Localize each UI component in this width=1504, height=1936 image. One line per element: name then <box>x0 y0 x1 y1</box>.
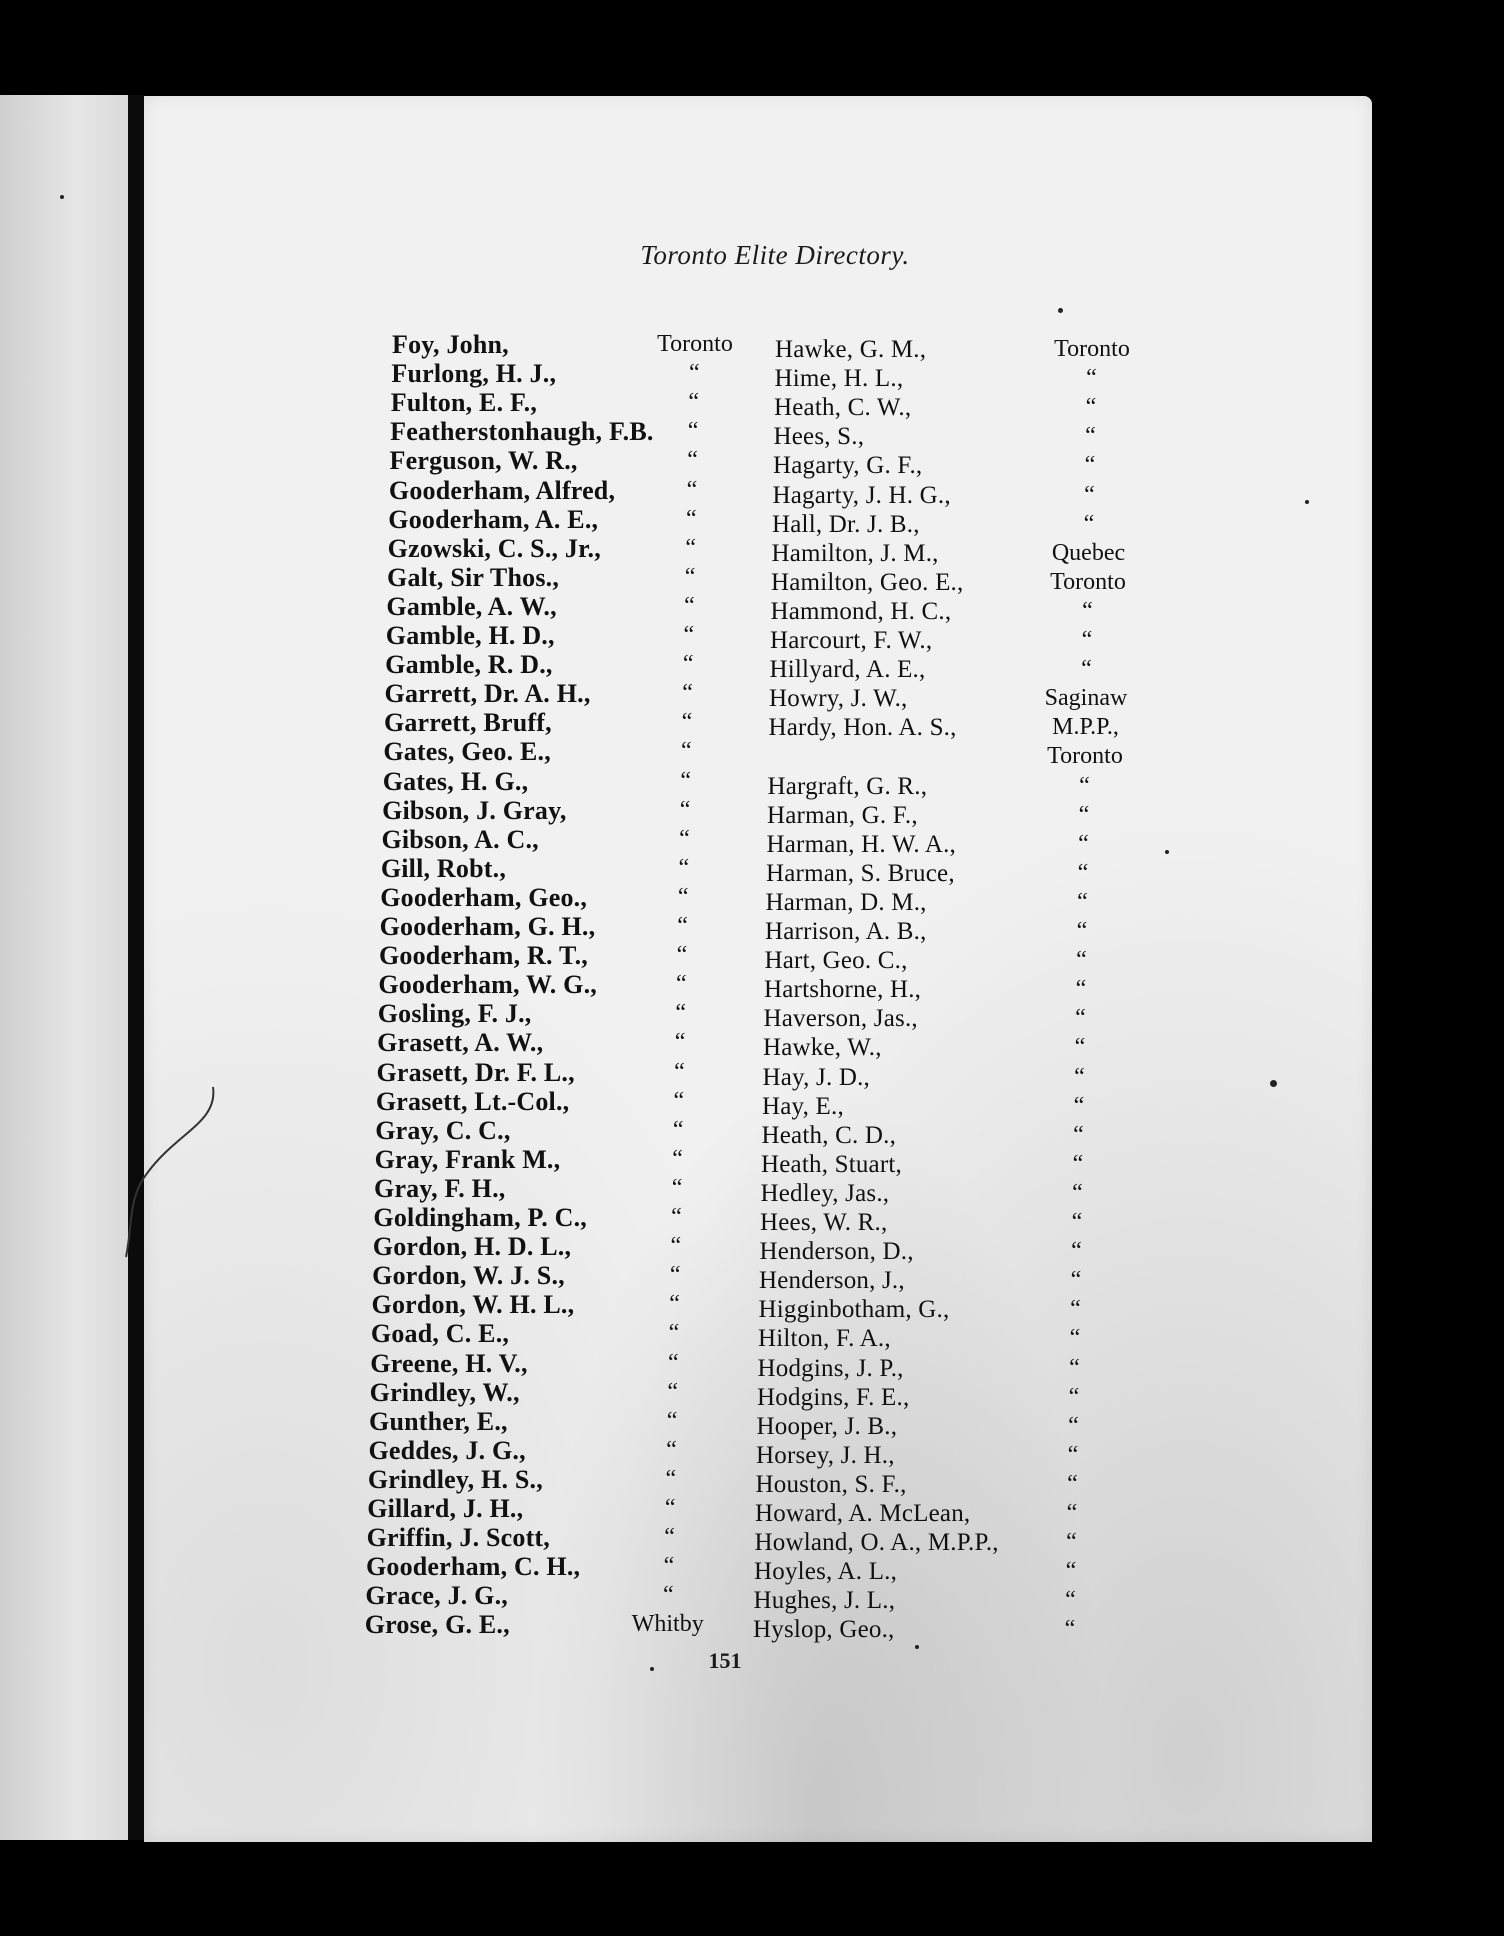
entry-name: Goad, C. E., <box>370 1319 510 1349</box>
entry-name: Howard, A. McLean, <box>755 1500 971 1527</box>
entry-place: “ <box>1074 1034 1086 1061</box>
entry-place: “ <box>1082 597 1093 624</box>
entry-name: Grindley, H. S., <box>367 1464 543 1494</box>
entry-place: “ <box>680 767 692 794</box>
entry-name: Gray, Frank M., <box>374 1144 561 1174</box>
entry-name: Featherstonhaugh, F.B. <box>390 417 654 447</box>
entry-name: Gillard, J. H., <box>367 1494 524 1523</box>
page-number: 151 <box>708 1648 742 1673</box>
entry-place: “ <box>1067 1470 1078 1497</box>
entry-name: Hardy, Hon. A. S., <box>768 714 957 742</box>
entry-name: Grose, G. E., <box>364 1610 510 1640</box>
entry-name: Furlong, H. J., <box>391 359 557 389</box>
entry-place: “ <box>689 360 700 387</box>
entry-name: Foy, John, <box>392 330 509 359</box>
entry-name: Greene, H. V., <box>370 1348 528 1378</box>
entry-place: Whitby <box>631 1611 704 1638</box>
entry-place: “ <box>671 1204 682 1230</box>
entry-name: Gosling, F. J., <box>377 999 532 1029</box>
entry-place: “ <box>676 942 688 969</box>
entry-place: “ <box>684 592 695 619</box>
entry-name: Hartshorne, H., <box>764 976 922 1004</box>
entry-name: Horsey, J. H., <box>756 1441 895 1469</box>
entry-place: “ <box>676 971 687 998</box>
entry-place: “ <box>1084 481 1095 508</box>
entry-name: Harman, D. M., <box>765 888 927 916</box>
entry-name: Hall, Dr. J. B., <box>772 510 920 538</box>
entry-name: Heath, C. W., <box>774 394 912 422</box>
entry-name: Gooderham, G. H., <box>379 912 596 941</box>
entry-name: Gooderham, Geo., <box>380 882 588 912</box>
entry-place: “ <box>1067 1441 1079 1468</box>
entry-place: Toronto <box>1047 743 1123 770</box>
entry-name: Gooderham, W. G., <box>378 970 598 1000</box>
entry-place: “ <box>1077 888 1088 915</box>
entry-place: “ <box>1086 365 1097 392</box>
entry-name: Henderson, J., <box>759 1267 905 1295</box>
entry-place: “ <box>1073 1092 1085 1119</box>
entry-place: “ <box>663 1553 675 1580</box>
entry-name: Griffin, J. Scott, <box>366 1523 550 1553</box>
entry-name: Howland, O. A., M.P.P., <box>754 1529 999 1557</box>
running-title: Toronto Elite Directory. <box>640 240 910 270</box>
entry-place: “ <box>1085 423 1096 450</box>
entry-name: Goldingham, P. C., <box>373 1203 587 1232</box>
entry-name: Houston, S. F., <box>755 1470 907 1498</box>
entry-name: Haverson, Jas., <box>763 1005 918 1033</box>
entry-place: “ <box>1081 627 1093 653</box>
entry-name: Garrett, Bruff, <box>383 708 552 738</box>
entry-place: “ <box>682 651 694 678</box>
entry-name: Hammond, H. C., <box>770 597 952 625</box>
entry-place: “ <box>1084 452 1096 479</box>
entry-name: Hedley, Jas., <box>760 1179 890 1207</box>
entry-name: Hart, Geo. C., <box>764 947 908 975</box>
entry-name: Hagarty, G. F., <box>773 452 923 480</box>
entry-place: “ <box>664 1495 676 1521</box>
entry-place: “ <box>1065 1558 1077 1585</box>
entry-name: Gooderham, R. T., <box>378 941 588 971</box>
entry-place: “ <box>1075 1005 1086 1032</box>
entry-name: Hilton, F. A., <box>758 1325 891 1353</box>
entry-place: “ <box>688 389 700 416</box>
entry-place: “ <box>679 796 691 823</box>
binding-gutter <box>128 95 144 1840</box>
entry-name: Hillyard, A. E., <box>769 656 926 684</box>
entry-name: Gibson, J. Gray, <box>382 795 567 825</box>
entry-name: Gordon, H. D. L., <box>372 1232 572 1262</box>
entry-place: “ <box>674 1058 685 1085</box>
entry-place: Saginaw <box>1044 685 1128 712</box>
entry-name: Fulton, E. F., <box>390 388 538 418</box>
entry-place: “ <box>684 563 696 590</box>
entry-place: “ <box>677 883 689 910</box>
entry-name: Grasett, Lt.-Col., <box>375 1086 570 1116</box>
entry-name: Hagarty, J. H. G., <box>772 481 951 509</box>
entry-name: Gates, H. G., <box>382 766 529 796</box>
entry-place: “ <box>678 854 690 881</box>
entry-place: “ <box>669 1262 681 1289</box>
entry-place: Toronto <box>1050 568 1126 595</box>
entry-name: Hees, S., <box>773 423 865 451</box>
entry-name: Gamble, H. D., <box>385 621 555 650</box>
entry-name: Grace, J. G., <box>365 1581 508 1611</box>
entry-place: “ <box>671 1174 683 1201</box>
entry-name: Gooderham, Alfred, <box>388 475 616 505</box>
entry-name: Hawke, W., <box>763 1034 882 1062</box>
entry-place: “ <box>1078 801 1090 828</box>
entry-place: “ <box>687 447 698 474</box>
entry-name: Heath, Stuart, <box>761 1150 902 1178</box>
entry-place: “ <box>1069 1325 1081 1352</box>
entry-place: “ <box>1066 1529 1077 1556</box>
entry-place: “ <box>663 1582 674 1609</box>
entry-place: “ <box>1064 1616 1076 1643</box>
entry-name: Hughes, J. L., <box>753 1587 896 1615</box>
entry-name: Hargraft, G. R., <box>767 772 928 800</box>
entry-name: Gzowski, C. S., Jr., <box>387 533 601 563</box>
entry-place: “ <box>675 1000 687 1027</box>
entry-place: “ <box>1071 1209 1083 1235</box>
entry-place: “ <box>1076 947 1087 974</box>
entry-name: Gooderham, C. H., <box>365 1552 581 1582</box>
entry-place: “ <box>687 418 699 445</box>
entry-name: Hooper, J. B., <box>756 1412 898 1440</box>
entry-name: Grasett, Dr. F. L., <box>376 1057 575 1087</box>
entry-place: “ <box>681 709 693 736</box>
entry-name: Hodgins, J. P., <box>757 1354 904 1382</box>
entry-place: “ <box>665 1465 677 1492</box>
entry-name: Grindley, W., <box>369 1377 520 1407</box>
entry-name: Grasett, A. W., <box>377 1028 544 1058</box>
entry-place: “ <box>1074 1063 1085 1090</box>
entry-name: Henderson, D., <box>759 1238 914 1266</box>
entry-place: “ <box>667 1349 679 1376</box>
entry-name: Gibson, A. C., <box>381 824 539 854</box>
entry-name: Harrison, A. B., <box>765 918 927 945</box>
entry-place: “ <box>1065 1587 1076 1614</box>
margin-pencil-mark <box>118 1082 218 1262</box>
entry-name: Heath, C. D., <box>761 1121 897 1149</box>
entry-name: Hees, W. R., <box>760 1209 888 1236</box>
entry-name: Higginbotham, G., <box>758 1296 950 1324</box>
entry-name: Gordon, W. H. L., <box>371 1290 575 1320</box>
entry-name: Howry, J. W., <box>769 685 908 713</box>
entry-place: “ <box>1075 976 1087 1003</box>
entry-place: “ <box>664 1524 675 1551</box>
entry-place: “ <box>680 738 692 765</box>
entry-name: Hime, H. L., <box>774 365 904 393</box>
entry-place: Toronto <box>657 331 733 357</box>
entry-name: Harman, S. Bruce, <box>766 859 955 887</box>
entry-name: Hoyles, A. L., <box>754 1558 898 1586</box>
entry-place: “ <box>1081 656 1092 683</box>
entry-place: “ <box>677 913 688 939</box>
entry-place: “ <box>669 1291 680 1318</box>
entry-place: “ <box>1069 1354 1080 1381</box>
entry-place: Toronto <box>1054 336 1130 362</box>
entry-name: Gill, Robt., <box>380 853 507 883</box>
entry-place: “ <box>1085 394 1097 421</box>
entry-place: “ <box>682 680 693 707</box>
entry-place: “ <box>679 825 690 852</box>
entry-name: Gordon, W. J. S., <box>372 1261 565 1291</box>
entry-name: Hay, J. D., <box>762 1063 871 1091</box>
entry-place: “ <box>666 1436 677 1463</box>
facing-page-edge <box>0 95 130 1840</box>
entry-name: Hamilton, J. M., <box>771 539 939 567</box>
entry-place: “ <box>667 1378 678 1405</box>
entry-name: Harman, H. W. A., <box>766 830 956 858</box>
entry-place: “ <box>1073 1121 1084 1148</box>
entry-place: “ <box>1079 772 1090 799</box>
entry-place: M.P.P., <box>1052 714 1119 741</box>
entry-place: “ <box>1078 830 1089 857</box>
entry-place: Quebec <box>1051 539 1126 566</box>
entry-place: “ <box>1071 1238 1082 1265</box>
entry-name: Gooderham, A. E., <box>388 504 599 534</box>
entry-place: “ <box>672 1116 684 1143</box>
entry-name: Hyslop, Geo., <box>753 1616 895 1644</box>
entry-name: Gamble, R. D., <box>385 650 553 680</box>
entry-place: “ <box>1077 859 1089 886</box>
entry-place: “ <box>668 1320 680 1347</box>
entry-name: Gamble, A. W., <box>386 591 557 621</box>
entry-name: Hay, E., <box>762 1092 844 1120</box>
entry-name: Geddes, J. G., <box>368 1435 526 1465</box>
entry-place: “ <box>683 622 695 648</box>
entry-place: “ <box>674 1029 686 1056</box>
entry-place: “ <box>1070 1296 1081 1323</box>
entry-name: Harcourt, F. W., <box>770 627 933 654</box>
entry-name: Hamilton, Geo. E., <box>771 568 964 596</box>
entry-place: “ <box>1072 1179 1083 1206</box>
entry-name: Galt, Sir Thos., <box>387 562 560 592</box>
entry-name: Hodgins, F. E., <box>757 1383 910 1411</box>
entry-name: Ferguson, W. R., <box>389 446 578 476</box>
entry-place: “ <box>1068 1383 1080 1410</box>
entry-place: “ <box>685 534 696 561</box>
entry-place: “ <box>666 1407 678 1434</box>
entry-name: Gray, C. C., <box>375 1115 511 1145</box>
entry-place: “ <box>1068 1412 1079 1439</box>
entry-name: Gunther, E., <box>369 1406 508 1436</box>
entry-place: “ <box>670 1233 682 1260</box>
entry-name: Hawke, G. M., <box>775 336 927 363</box>
entry-name: Gray, F. H., <box>374 1173 506 1203</box>
entry-place: “ <box>672 1145 683 1172</box>
entry-name: Gates, Geo. E., <box>383 737 551 767</box>
entry-place: “ <box>1083 510 1095 537</box>
entry-place: “ <box>686 476 698 503</box>
entry-place: “ <box>1066 1500 1078 1526</box>
entry-place: “ <box>685 505 697 532</box>
entry-name: Harman, G. F., <box>767 801 918 829</box>
entry-place: “ <box>673 1087 685 1114</box>
entry-name: Garrett, Dr. A. H., <box>384 679 591 709</box>
entry-place: “ <box>1070 1267 1082 1294</box>
entry-place: “ <box>1076 918 1088 944</box>
entry-place: “ <box>1072 1150 1084 1177</box>
